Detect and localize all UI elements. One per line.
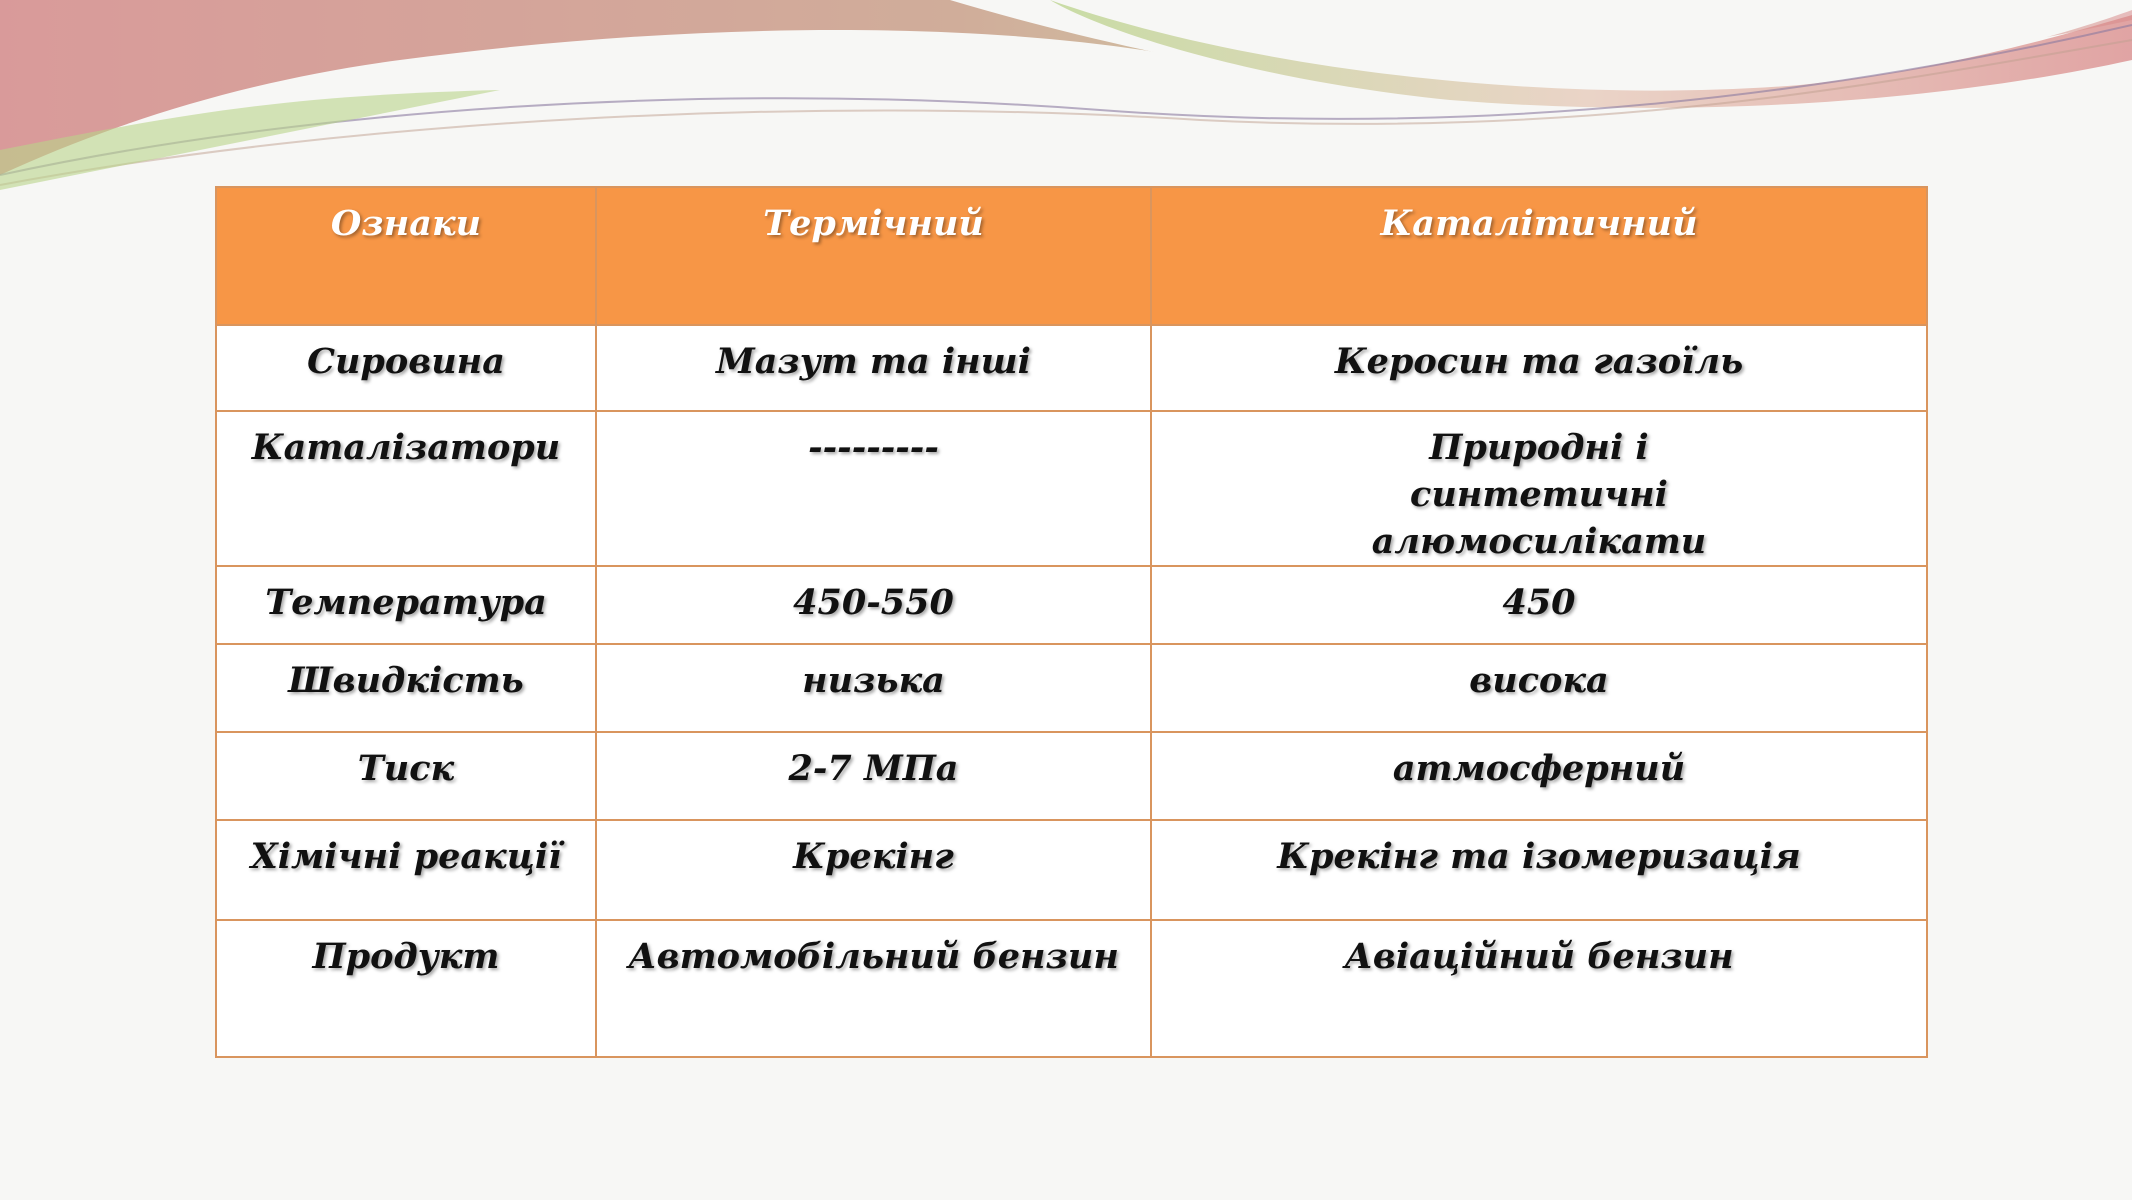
table-cell: Природні і синтетичні алюмосилікати xyxy=(1151,411,1927,566)
comparison-table xyxy=(215,186,1928,1058)
table-row xyxy=(216,820,1927,920)
header-cell: Термічний xyxy=(596,187,1151,325)
table-cell: Крекінг та ізомеризація xyxy=(1151,820,1927,920)
table-cell: Крекінг xyxy=(596,820,1151,920)
table-row xyxy=(216,566,1927,644)
table-cell: Керосин та газоїль xyxy=(1151,325,1927,411)
table-row xyxy=(216,411,1927,566)
table-header-row xyxy=(216,187,1927,325)
header-cell: Каталітичний xyxy=(1151,187,1927,325)
table-cell: атмосферний xyxy=(1151,732,1927,820)
table-cell: Продукт xyxy=(216,920,596,1057)
table-cell: Авіаційний бензин xyxy=(1151,920,1927,1057)
table-cell: Мазут та інші xyxy=(596,325,1151,411)
decorative-waves xyxy=(0,0,2132,200)
table-cell: 450-550 xyxy=(596,566,1151,644)
table-cell: висока xyxy=(1151,644,1927,732)
table-row xyxy=(216,644,1927,732)
table-cell: Автомобільний бензин xyxy=(596,920,1151,1057)
table-cell: Хімічні реакції xyxy=(216,820,596,920)
table-cell: Тиск xyxy=(216,732,596,820)
table-row xyxy=(216,325,1927,411)
table-cell: 450 xyxy=(1151,566,1927,644)
table-row xyxy=(216,920,1927,1057)
table-cell: 2-7 МПа xyxy=(596,732,1151,820)
table-cell: низька xyxy=(596,644,1151,732)
table-cell: Швидкість xyxy=(216,644,596,732)
table-cell: Каталізатори xyxy=(216,411,596,566)
table-cell: Температура xyxy=(216,566,596,644)
table-cell: Сировина xyxy=(216,325,596,411)
table-cell: --------- xyxy=(596,411,1151,566)
header-cell: Ознаки xyxy=(216,187,596,325)
table-row xyxy=(216,732,1927,820)
